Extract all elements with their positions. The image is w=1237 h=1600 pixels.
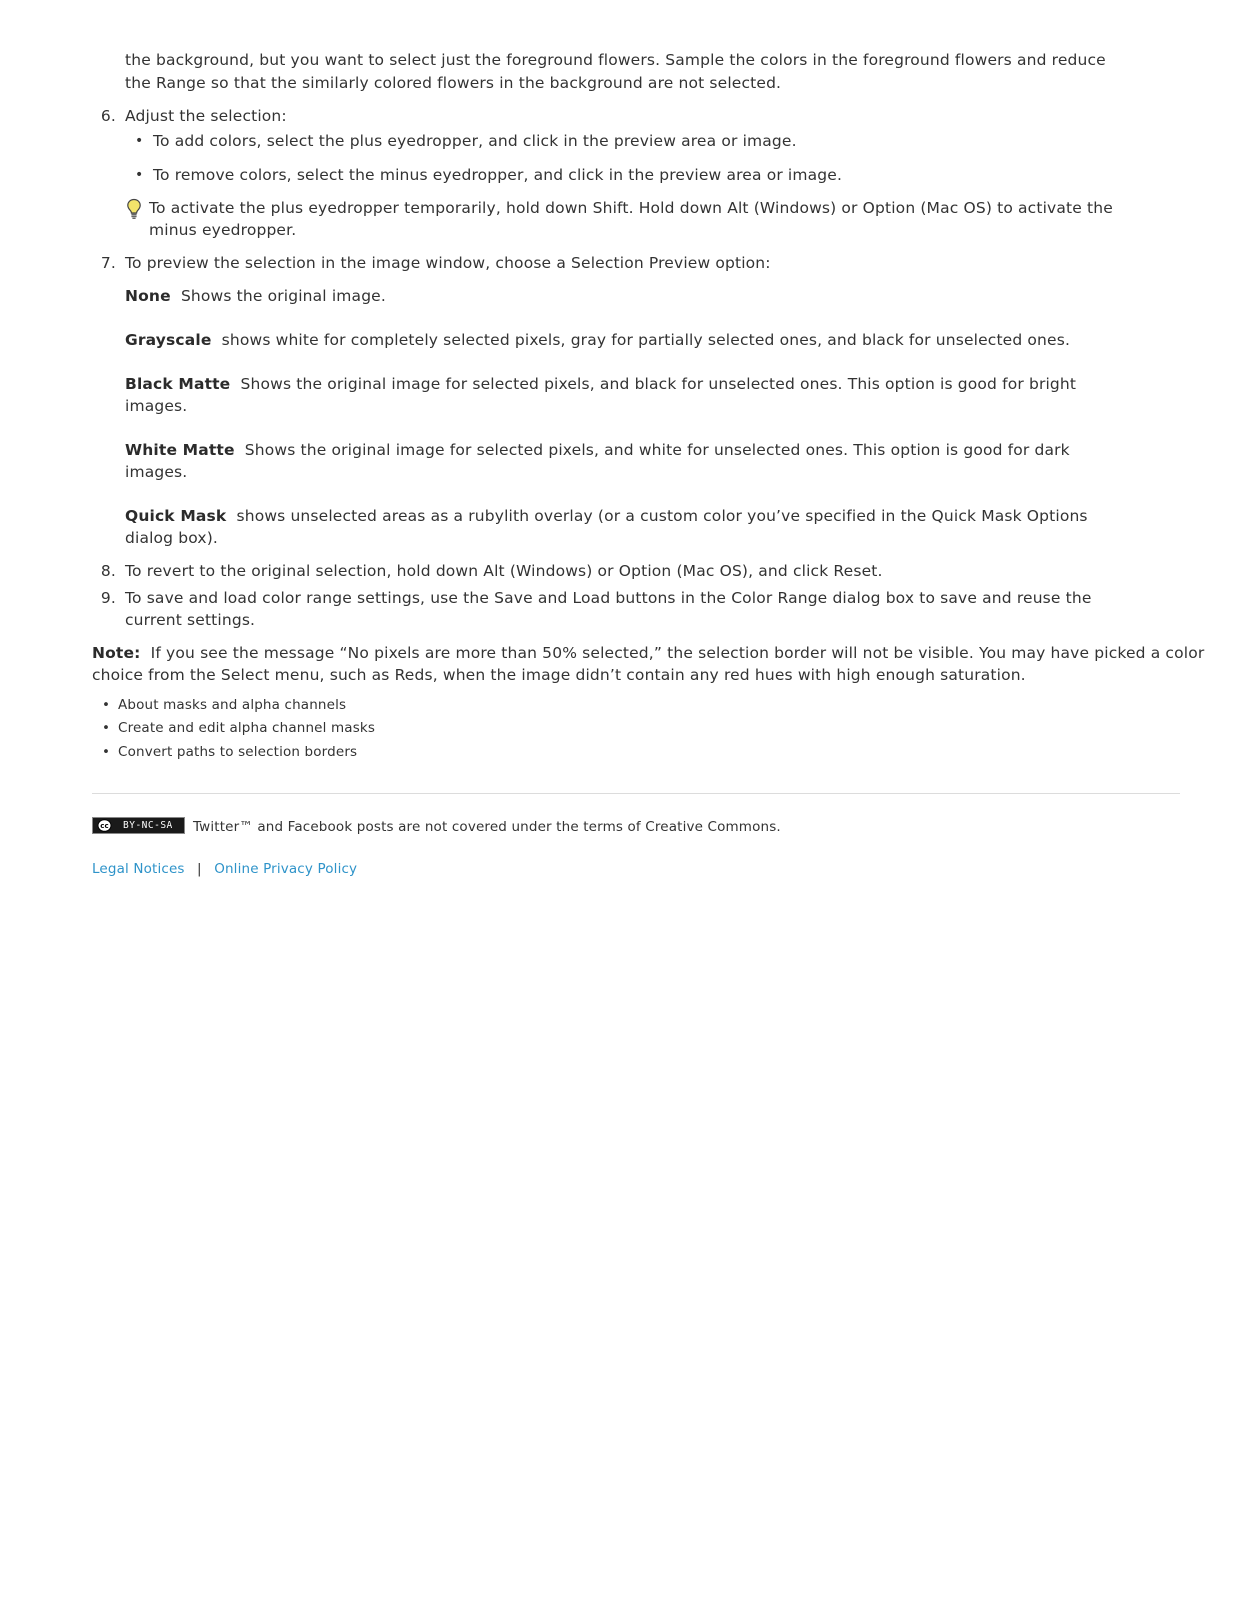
creative-commons-icon (97, 819, 112, 832)
option-term: Black Matte (125, 375, 231, 393)
step-8-number: 8. (100, 562, 116, 580)
option-none (125, 285, 386, 307)
option-term: Quick Mask (125, 507, 227, 525)
related-link-alpha-channel[interactable]: Create and edit alpha channel masks (118, 720, 376, 736)
option-description: shows unselected areas as a rubylith overlay (or a custom color you’ve specified in the Quick Mask Options (236, 507, 1088, 525)
step-7-text: To preview the selection in the image window, choose a Selection Preview option: (125, 254, 771, 272)
related-link-paths[interactable]: Convert paths to selection borders (118, 744, 358, 760)
related-link-masks[interactable]: About masks and alpha channels (118, 697, 347, 713)
step-6-number: 6. (100, 107, 116, 125)
footer-links (92, 858, 357, 880)
option-term: None (125, 287, 171, 305)
privacy-policy-link[interactable]: Online Privacy Policy (214, 861, 358, 877)
option-term: White Matte (125, 441, 235, 459)
note-text: If you see the message “No pixels are more than 50% selected,” the selection border will not be visible. You may have picked a color (150, 644, 1205, 662)
option-white-matte-continued: images. (125, 463, 188, 481)
bullet-marker: • (102, 720, 111, 736)
tip-line-1: To activate the plus eyedropper temporarily, hold down Shift. Hold down Alt (Windows) or Option (Mac OS) to activate the (149, 199, 1113, 217)
license-notice: Twitter™ and Facebook posts are not covered under the terms of Creative Commons. (193, 819, 781, 835)
option-description: Shows the original image. (180, 287, 386, 305)
option-black-matte (125, 373, 1076, 395)
footer-divider (92, 793, 1180, 794)
option-white-matte (125, 439, 1070, 461)
creative-commons-badge[interactable] (92, 817, 185, 834)
note-paragraph (92, 642, 1204, 664)
svg-text:cc: cc (100, 822, 109, 831)
bullet-marker: • (102, 744, 111, 760)
bullet-marker: • (102, 697, 111, 713)
option-term: Grayscale (125, 331, 212, 349)
lightbulb-icon (126, 198, 142, 224)
license-badge-label: BY-NC-SA (123, 820, 173, 831)
note-label: Note: (92, 644, 141, 662)
option-description: Shows the original image for selected pixels, and black for unselected ones. This option is good for bright (240, 375, 1077, 393)
option-grayscale (125, 329, 1070, 351)
bullet-marker: • (135, 167, 144, 183)
footer-separator: | (197, 861, 202, 877)
step-8-text: To revert to the original selection, hold down Alt (Windows) or Option (Mac OS), and click Reset. (125, 562, 883, 580)
step-6-text: Adjust the selection: (125, 107, 287, 125)
step-7-number: 7. (100, 254, 116, 272)
option-black-matte-continued: images. (125, 397, 188, 415)
intro-line-1: the background, but you want to select just the foreground flowers. Sample the colors in the foreground flowers and reduce (125, 51, 1106, 69)
step-6-bullet-add: To add colors, select the plus eyedropper, and click in the preview area or image. (153, 132, 797, 150)
bullet-marker: • (135, 133, 144, 149)
legal-notices-link[interactable]: Legal Notices (92, 861, 185, 877)
option-quick-mask-continued: dialog box). (125, 529, 218, 547)
step-9-number: 9. (100, 589, 116, 607)
step-9-line-2: current settings. (125, 611, 256, 629)
step-6-bullet-remove: To remove colors, select the minus eyedropper, and click in the preview area or image. (153, 166, 843, 184)
option-quick-mask (125, 505, 1088, 527)
step-9-line-1: To save and load color range settings, use the Save and Load buttons in the Color Range dialog box to save and reuse the (125, 589, 1092, 607)
intro-line-2: the Range so that the similarly colored flowers in the background are not selected. (125, 74, 782, 92)
tip-line-2: minus eyedropper. (149, 221, 297, 239)
option-description: Shows the original image for selected pixels, and white for unselected ones. This option is good for dark (244, 441, 1070, 459)
option-description: shows white for completely selected pixels, gray for partially selected ones, and black for unselected ones. (221, 331, 1071, 349)
note-text-continued: choice from the Select menu, such as Reds, when the image didn’t contain any red hues with high enough saturation. (92, 666, 1026, 684)
